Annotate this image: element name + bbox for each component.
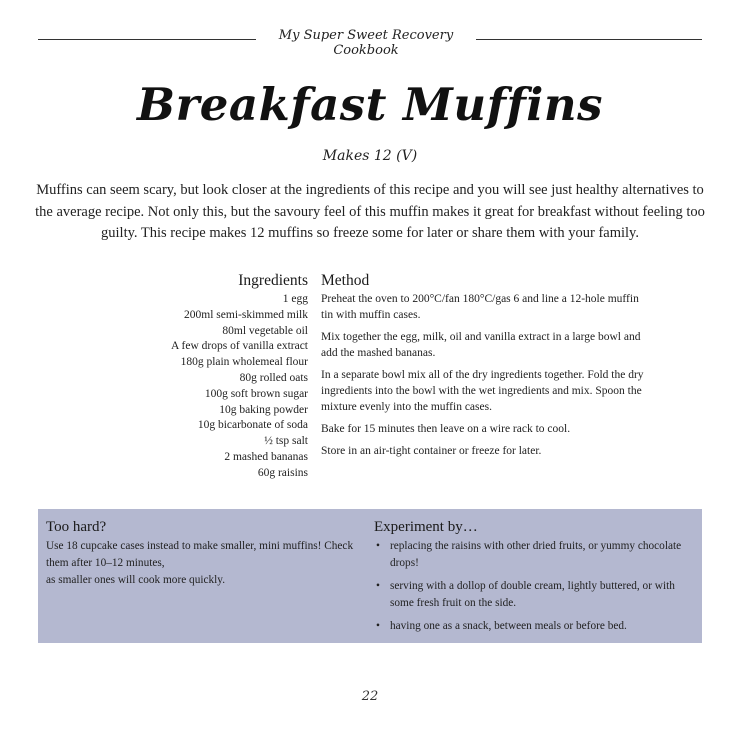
ingredient-item: 80g rolled oats [239, 371, 308, 384]
ingredient-item: 10g baking powder [219, 403, 308, 416]
experiment-item-text: serving with a dollop of double cream, lightly buttered, or with some fresh fruit on the side. [390, 580, 675, 609]
ingredient-item: A few drops of vanilla extract [171, 340, 308, 353]
too-hard-panel [46, 518, 368, 589]
experiment-item [374, 538, 696, 572]
method-step: Mix together the egg, milk, oil and vanilla extract in a large bowl and add the mashed bananas. [321, 331, 641, 359]
method-step: Preheat the oven to 200°C/fan 180°C/gas 6 and line a 12-hole muffin tin with muffin cases. [321, 293, 639, 321]
ingredient-item: ½ tsp salt [264, 435, 308, 448]
recipe-title: Breakfast Muffins [137, 78, 603, 131]
experiment-item-text: replacing the raisins with other dried fruits, or yummy chocolate drops! [390, 540, 682, 569]
ingredient-item: 80ml vegetable oil [222, 324, 308, 337]
ingredients-section [120, 271, 308, 482]
recipe-yield: Makes 12 (V) [322, 148, 418, 164]
ingredient-item: 2 mashed bananas [224, 450, 308, 463]
bullet-icon: • [376, 620, 380, 632]
experiment-panel [374, 518, 696, 641]
bullet-icon: • [376, 580, 380, 592]
recipe-intro: Muffins can seem scary, but look closer at the ingredients of this recipe and you will see just healthy alternatives to the average recipe. Not only this, but the savoury feel of this muffin makes it great for breakfast without feeling too guilty. This recipe makes 12 muffins so freeze some for later or share them with your family. [35, 182, 705, 241]
book-title: My Super Sweet Recovery Cookbook [278, 28, 454, 58]
method-step: Store in an air-tight container or freeze for later. [321, 445, 542, 458]
too-hard-text [46, 538, 368, 589]
running-header [38, 28, 702, 58]
experiment-heading: Experiment by… [374, 519, 478, 535]
ingredients-list [120, 292, 308, 482]
page-number: 22 [361, 689, 379, 704]
experiment-item [374, 618, 696, 635]
method-section [321, 271, 651, 467]
ingredient-item: 100g soft brown sugar [204, 387, 308, 400]
experiment-item-text: having one as a snack, between meals or before bed. [390, 620, 627, 632]
method-step: In a separate bowl mix all of the dry ingredients together. Fold the dry ingredients into the bowl with the wet ingredients and mix. Spoon the mixture evenly into the muffin cases. [321, 369, 644, 413]
method-heading: Method [321, 272, 370, 289]
tips-box [38, 509, 702, 643]
ingredient-item: 180g plain wholemeal flour [180, 356, 308, 369]
too-hard-line: Use 18 cupcake cases instead to make smaller, mini muffins! Check them after 10–12 minutes, [46, 540, 354, 569]
ingredient-item: 60g raisins [257, 466, 308, 479]
too-hard-line: as smaller ones will cook more quickly. [46, 574, 226, 586]
bullet-icon: • [376, 540, 380, 552]
ingredients-heading: Ingredients [238, 272, 308, 289]
too-hard-heading: Too hard? [46, 519, 107, 535]
method-step: Bake for 15 minutes then leave on a wire rack to cool. [321, 423, 571, 436]
header-rule-left [38, 39, 256, 40]
experiment-item [374, 578, 696, 612]
experiment-list [374, 538, 696, 635]
ingredient-item: 200ml semi-skimmed milk [184, 308, 308, 321]
ingredient-item: 1 egg [282, 293, 308, 305]
header-rule-right [476, 39, 702, 40]
ingredient-item: 10g bicarbonate of soda [197, 419, 308, 432]
